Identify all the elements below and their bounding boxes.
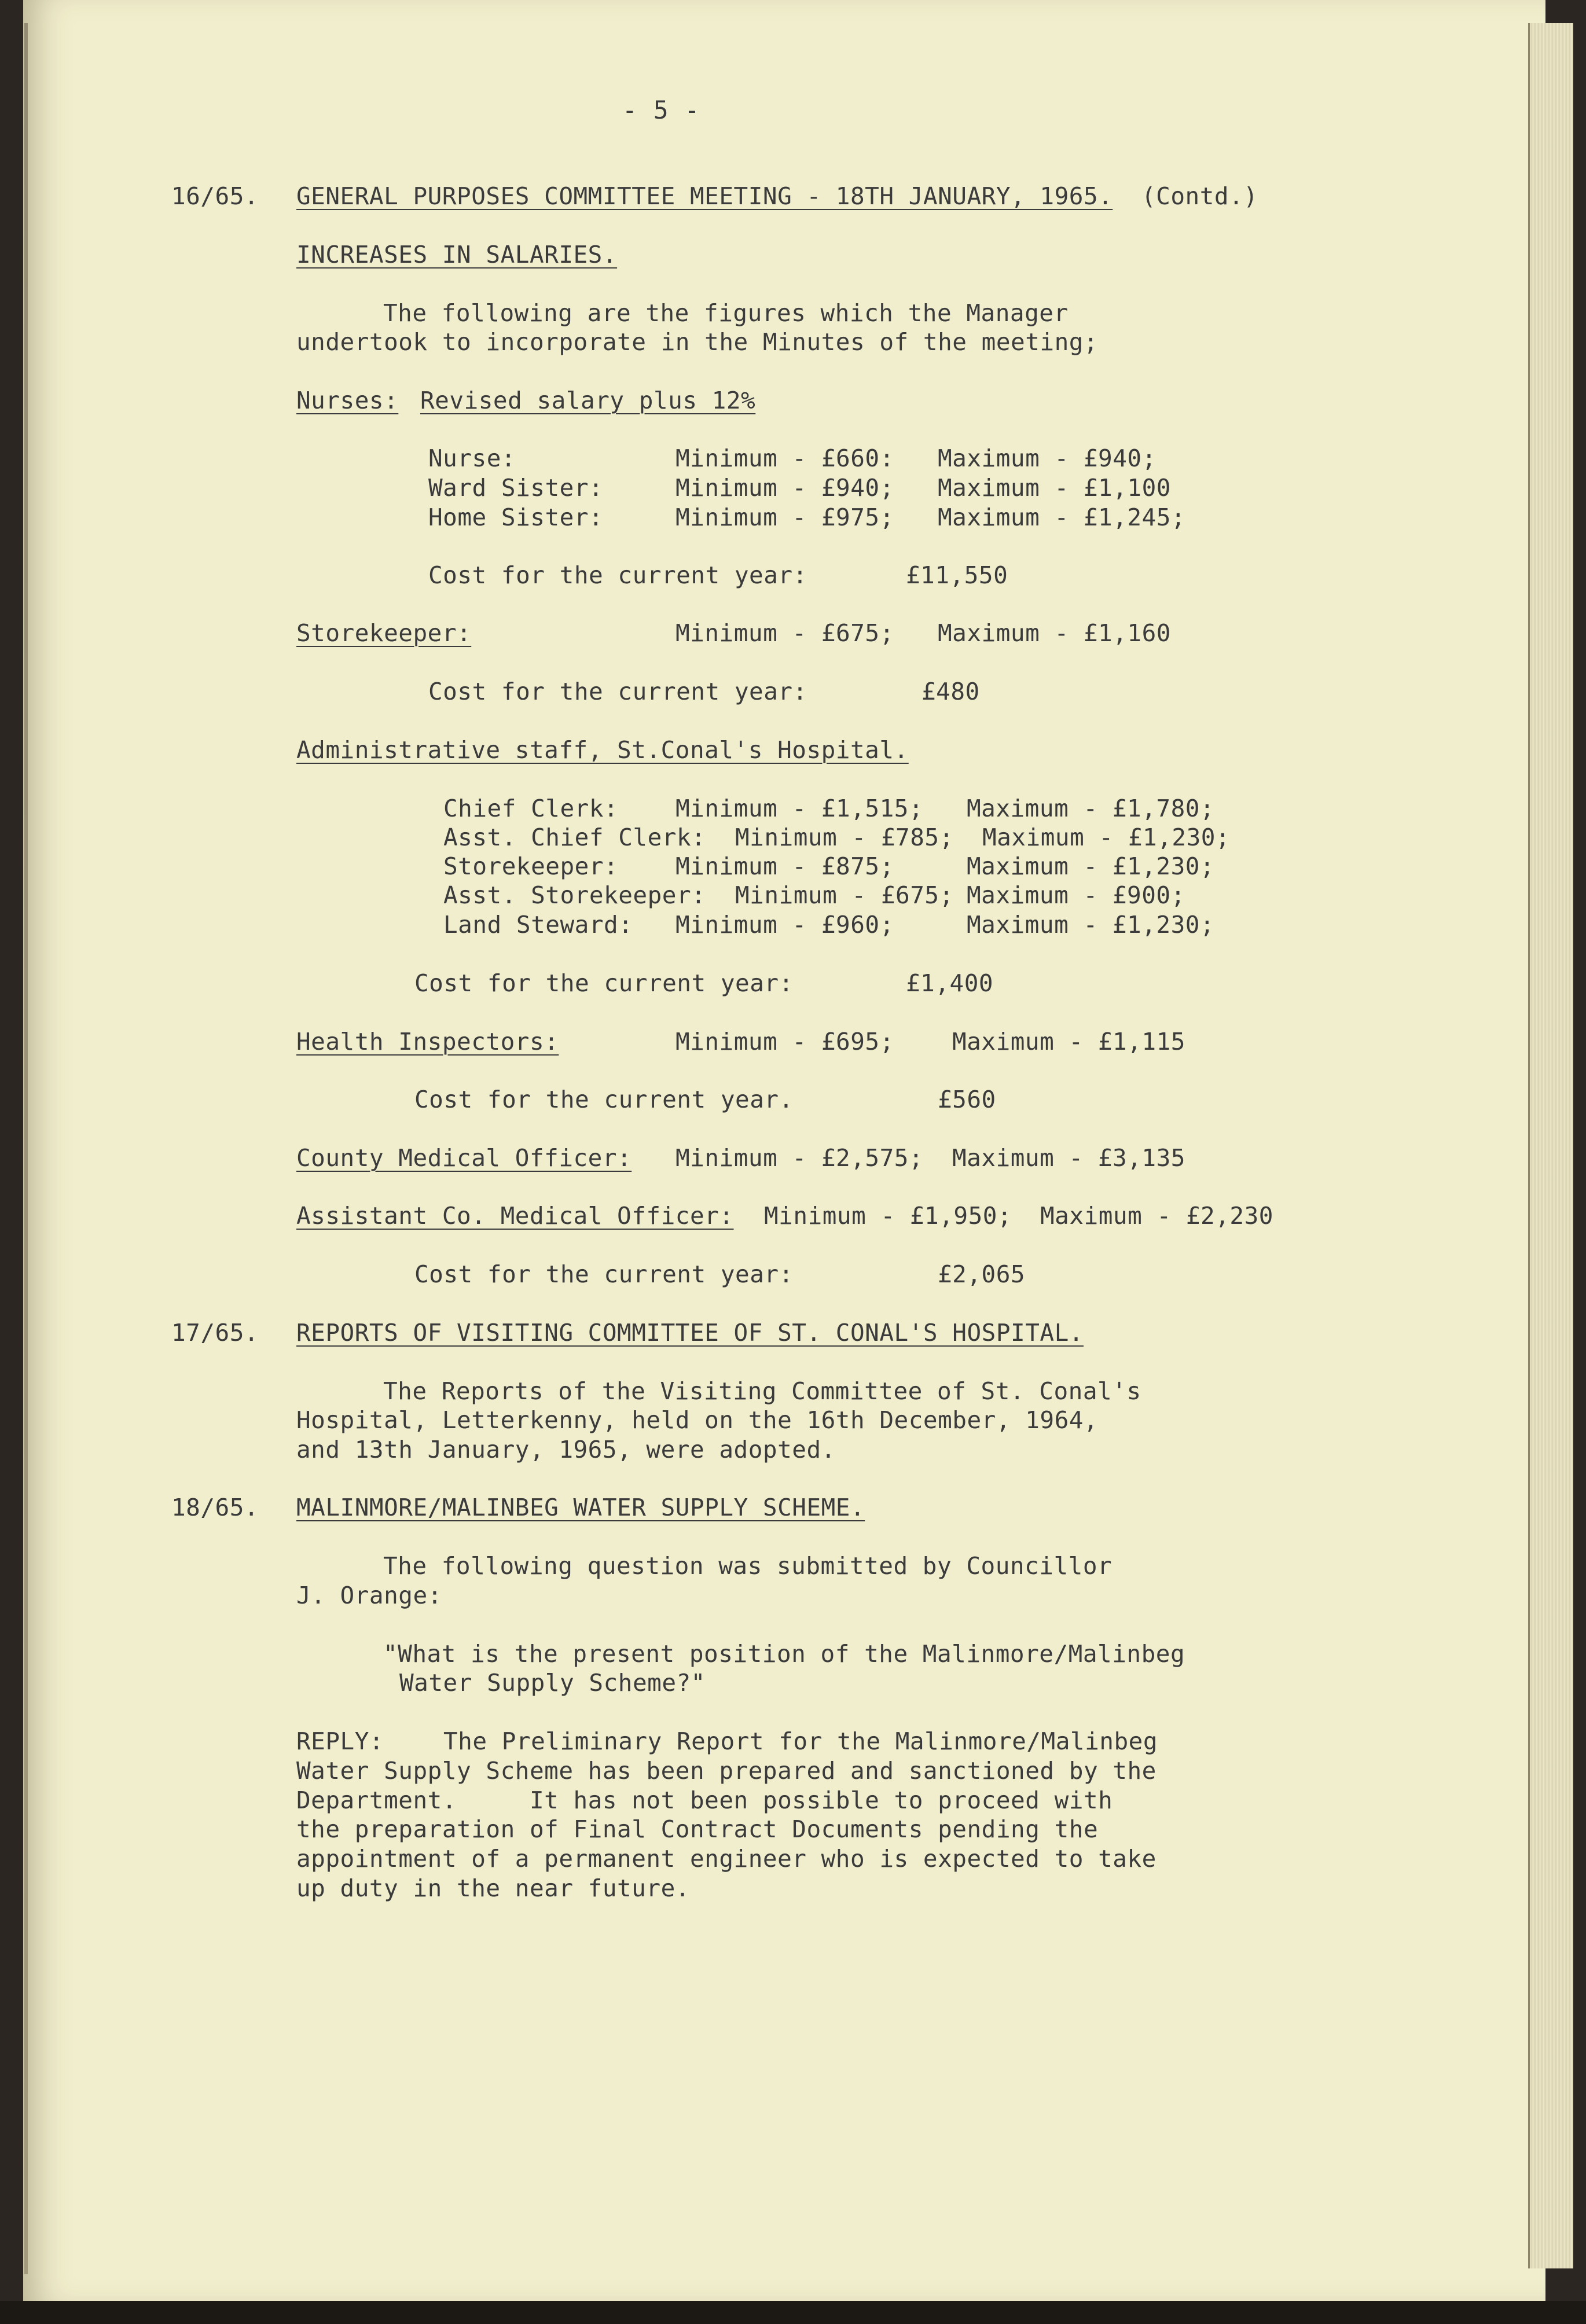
acmo-cost-value: £2,065	[938, 1260, 1026, 1288]
intro-line-1: The following are the figures which the Manager	[383, 299, 1069, 327]
item-17-line-1: The Reports of the Visiting Committee of St. Conal's	[383, 1377, 1141, 1405]
chief-clerk-max: Maximum - £1,780;	[967, 795, 1215, 822]
admin-cost-label: Cost for the current year:	[414, 969, 794, 997]
item-number-17: 17/65.	[171, 1319, 259, 1347]
acmo-cost-label: Cost for the current year:	[414, 1260, 794, 1288]
quote-line-1: "What is the present position of the Malinmore/Malinbeg	[383, 1640, 1185, 1668]
storekeeper-cost-label: Cost for the current year:	[428, 678, 807, 705]
chief-clerk-min: Minimum - £1,515;	[675, 795, 924, 822]
admin-storekeeper-min: Minimum - £875;	[675, 852, 894, 880]
home-sister-min: Minimum - £975;	[675, 503, 894, 531]
item-number-18: 18/65.	[171, 1494, 259, 1521]
reply-line-5: appointment of a permanent engineer who is expected to take	[296, 1845, 1157, 1873]
acmo-min: Minimum - £1,950;	[764, 1202, 1012, 1230]
health-cost-label: Cost for the current year.	[414, 1086, 794, 1113]
storekeeper-cost-value: £480	[922, 678, 980, 705]
nurses-note: Revised salary plus 12%	[420, 387, 756, 414]
nurse-max: Maximum - £940;	[938, 444, 1157, 472]
page-edges	[1528, 23, 1573, 2268]
reply-line-4: the preparation of Final Contract Documents pending the	[296, 1815, 1099, 1843]
health-cost-value: £560	[938, 1086, 996, 1113]
question-line-1: The following question was submitted by Councillor	[383, 1552, 1113, 1580]
nurse-role: Nurse:	[428, 444, 516, 472]
asst-storekeeper-min: Minimum - £675;	[735, 881, 954, 909]
nurses-cost-label: Cost for the current year:	[428, 561, 807, 589]
background-strip	[0, 2301, 1586, 2324]
health-min: Minimum - £695;	[675, 1028, 894, 1056]
asst-storekeeper-max: Maximum - £900;	[967, 881, 1185, 909]
home-sister-max: Maximum - £1,245;	[938, 503, 1186, 531]
admin-storekeeper-role: Storekeeper:	[443, 852, 619, 880]
item-heading-17: REPORTS OF VISITING COMMITTEE OF ST. CONAL'S HOSPITAL.	[296, 1319, 1084, 1347]
asst-chief-clerk-max: Maximum - £1,230;	[982, 823, 1231, 851]
cmo-min: Minimum - £2,575;	[675, 1144, 924, 1172]
admin-cost-value: £1,400	[906, 969, 994, 997]
storekeeper-min: Minimum - £675;	[675, 619, 894, 647]
home-sister-role: Home Sister:	[428, 503, 604, 531]
reply-line-1: The Preliminary Report for the Malinmore/Malinbeg	[443, 1727, 1158, 1755]
land-steward-max: Maximum - £1,230;	[967, 911, 1215, 939]
item-heading-18: MALINMORE/MALINBEG WATER SUPPLY SCHEME.	[296, 1494, 865, 1521]
storekeeper-label: Storekeeper:	[296, 619, 472, 647]
land-steward-min: Minimum - £960;	[675, 911, 894, 939]
ward-sister-role: Ward Sister:	[428, 474, 604, 502]
reply-line-6: up duty in the near future.	[296, 1874, 690, 1902]
item-heading-16: GENERAL PURPOSES COMMITTEE MEETING - 18TH JANUARY, 1965.	[296, 182, 1113, 210]
intro-line-2: undertook to incorporate in the Minutes of the meeting;	[296, 328, 1099, 356]
ward-sister-max: Maximum - £1,100	[938, 474, 1171, 502]
reply-label: REPLY:	[296, 1727, 384, 1755]
land-steward-role: Land Steward:	[443, 911, 633, 939]
health-label: Health Inspectors:	[296, 1028, 559, 1056]
asst-storekeeper-role: Asst. Storekeeper:	[443, 881, 706, 909]
reply-line-2: Water Supply Scheme has been prepared and sanctioned by the	[296, 1757, 1157, 1785]
admin-storekeeper-max: Maximum - £1,230;	[967, 852, 1215, 880]
asst-chief-clerk-min: Minimum - £785;	[735, 823, 954, 851]
nurse-min: Minimum - £660:	[675, 444, 894, 472]
health-max: Maximum - £1,115	[952, 1028, 1185, 1056]
storekeeper-max: Maximum - £1,160	[938, 619, 1171, 647]
cmo-label: County Medical Officer:	[296, 1144, 632, 1172]
ward-sister-min: Minimum - £940;	[675, 474, 894, 502]
contd-label: (Contd.)	[1141, 182, 1258, 210]
question-line-2: J. Orange:	[296, 1582, 442, 1609]
nurses-cost-value: £11,550	[906, 561, 1008, 589]
subheading-increases: INCREASES IN SALARIES.	[296, 241, 618, 269]
asst-chief-clerk-role: Asst. Chief Clerk:	[443, 823, 706, 851]
page-number: - 5 -	[622, 96, 700, 125]
item-17-line-3: and 13th January, 1965, were adopted.	[296, 1436, 836, 1463]
nurses-label: Nurses:	[296, 387, 399, 414]
reply-line-3: Department. It has not been possible to proceed with	[296, 1786, 1113, 1814]
item-number-16: 16/65.	[171, 182, 259, 210]
chief-clerk-role: Chief Clerk:	[443, 795, 619, 822]
binding-shadow	[24, 23, 28, 2274]
acmo-label: Assistant Co. Medical Officer:	[296, 1202, 734, 1230]
item-17-line-2: Hospital, Letterkenny, held on the 16th December, 1964,	[296, 1406, 1099, 1434]
admin-label: Administrative staff, St.Conal's Hospital.	[296, 736, 909, 764]
acmo-max: Maximum - £2,230	[1040, 1202, 1273, 1230]
quote-line-2: Water Supply Scheme?"	[399, 1669, 706, 1697]
cmo-max: Maximum - £3,135	[952, 1144, 1185, 1172]
